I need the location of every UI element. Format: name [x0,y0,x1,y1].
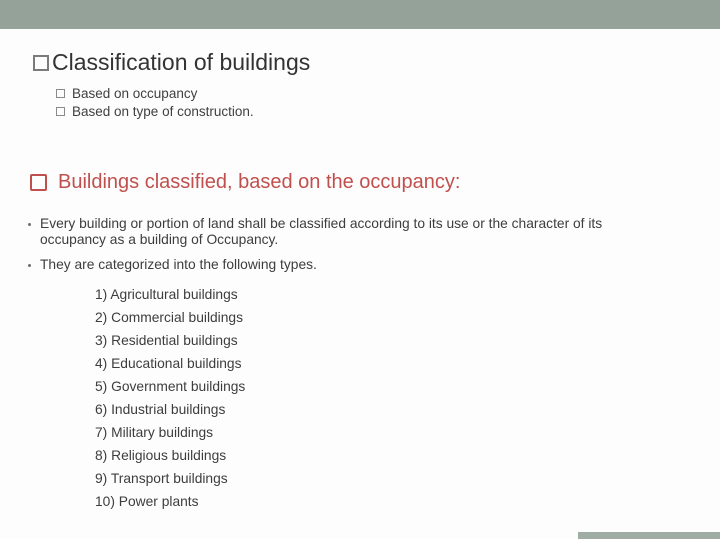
title-sub-items [56,84,310,120]
building-type-item: 2) Commercial buildings [95,310,243,325]
paragraph-text: Every building or portion of land shall be classified according to its use or the character of its occupancy as a building of Occupancy. [40,216,603,247]
paragraph-text: They are categorized into the following types. [40,257,317,272]
section-heading-text: Buildings classified, based on the occupancy: [58,171,461,193]
title-row [33,49,310,76]
square-bullet-icon [33,55,49,71]
building-type-item: 9) Transport buildings [95,471,228,486]
section-heading [30,171,460,194]
bottom-accent-bar [578,532,720,539]
title-sub-item [56,102,310,120]
body-paragraph [27,216,687,248]
dot-bullet-icon [28,264,31,267]
building-type-item: 1) Agricultural buildings [95,287,238,302]
square-bullet-icon [56,89,65,98]
building-type-item: 6) Industrial buildings [95,402,226,417]
building-type-item: 4) Educational buildings [95,356,242,371]
body-block [27,216,687,282]
red-square-bullet-icon [30,174,47,191]
building-type-item: 3) Residential buildings [95,333,238,348]
building-type-item: 10) Power plants [95,494,199,509]
building-type-item: 7) Military buildings [95,425,214,440]
sub-item-label: Based on type of construction. [72,103,254,119]
body-paragraph [27,257,687,273]
dot-bullet-icon [28,223,31,226]
title-block [33,49,310,120]
top-accent-bar [0,0,720,29]
sub-item-label: Based on occupancy [72,85,198,101]
building-type-item: 5) Government buildings [95,379,246,394]
square-bullet-icon [56,107,65,116]
slide-title: Classification of buildings [52,49,311,75]
building-types-list [95,283,245,513]
building-type-item: 8) Religious buildings [95,448,227,463]
title-sub-item [56,84,310,102]
